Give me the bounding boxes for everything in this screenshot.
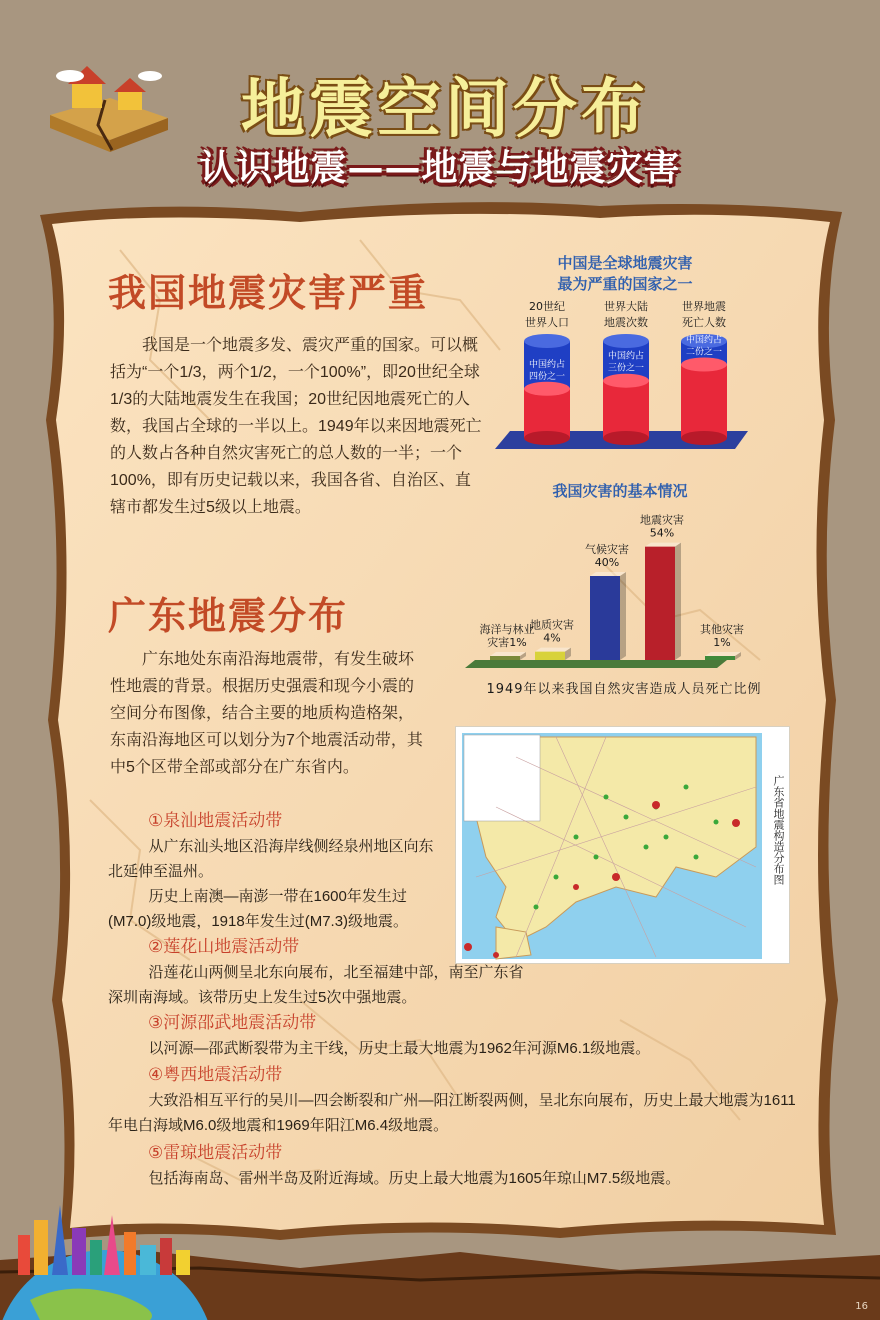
chart2-title: 我国灾害的基本情况	[552, 482, 688, 500]
chart2-caption: 1949年以来我国自然灾害造成人员死亡比例	[486, 682, 762, 697]
chart1-category-label: 地震次数	[604, 316, 648, 329]
chart1-category-label: 死亡人数	[682, 316, 726, 329]
chart1-title-line1: 中国是全球地震灾害	[557, 254, 693, 272]
section2-heading: 广东地震分布	[108, 594, 349, 638]
chart2-bar-top	[535, 648, 571, 652]
chart1-china-bottom	[603, 431, 649, 445]
chart1-china-top	[524, 382, 570, 396]
chart1-title-line2: 最为严重的国家之一	[557, 275, 693, 293]
chart1-china-bottom	[524, 431, 570, 445]
chart2-bar-label: 其他灾害	[700, 623, 744, 636]
chart-global-comparison	[490, 246, 760, 456]
chart2-bar	[535, 652, 565, 660]
guangdong-map	[455, 726, 790, 964]
chart2-bar-label: 地震灾害	[640, 513, 684, 527]
chart2-bar-label: 4%	[543, 631, 561, 645]
zone2-text: 沿莲花山两侧呈北东向展布，北至福建中部，南至广东省深圳南海域。该带历史上发生过5次中强地震。	[108, 964, 524, 1006]
page-number: 16	[855, 1301, 868, 1312]
zone5-text: 包括海南岛、雷州半岛及附近海域。历史上最大地震为1605年琼山M7.5级地震。	[148, 1170, 681, 1187]
chart1-value-label: 中国约占	[607, 351, 645, 362]
chart2-bar-label: 气候灾害	[585, 543, 629, 556]
chart1-china-bar	[603, 381, 649, 438]
section2-paragraph: 广东地处东南沿海地震带，有发生破坏性地震的背景。根据历史强震和现今小震的空间分布图像，结合主要的地质构造格架，东南沿海地区可以划分为7个地震活动带，其中5个区带全部或部分在广东省内。	[110, 651, 423, 776]
chart1-category-label: 世界大陆	[604, 300, 648, 313]
zone4-title: ④粤西地震活动带	[148, 1065, 283, 1085]
zone5-title: ⑤雷琼地震活动带	[148, 1143, 283, 1163]
zone4-text: 大致沿相互平行的吴川—四会断裂和广州—阳江断裂两侧，呈北东向展布，历史上最大地震为1611年电白海域M6.0级地震和1969年阳江M6.4级地震。	[108, 1092, 796, 1134]
chart2-bar-label: 54%	[649, 526, 675, 540]
chart1-value-label: 二份之一	[685, 347, 723, 358]
page-title: 地震空间分布	[241, 73, 649, 147]
chart2-bar-top	[590, 572, 626, 576]
chart2-bar-top	[705, 652, 741, 656]
chart2-bar-label: 地质灾害	[530, 618, 574, 632]
chart1-value-label: 三份之一	[607, 363, 645, 374]
zone3-text: 以河源—邵武断裂带为主干线，历史上最大地震为1962年河源M6.1级地震。	[148, 1040, 651, 1057]
map-vertical-title: 广东省地震构造分布图	[772, 775, 785, 885]
chart2-bar-top	[645, 543, 681, 547]
chart2-bar-label: 40%	[594, 556, 620, 569]
chart1-value-label: 中国约占	[685, 335, 723, 346]
chart1-value-label: 中国约占	[528, 359, 566, 370]
chart2-bar	[490, 656, 520, 660]
chart2-bar-top	[490, 652, 526, 656]
chart1-china-bar	[681, 365, 727, 439]
section1-heading: 我国地震灾害严重	[108, 271, 429, 315]
zone1-text-2: 历史上南澳—南澎一带在1600年发生过(M7.0)级地震，1918年发生过(M7.3)级地震。	[108, 888, 409, 930]
zone1-title: ①泉汕地震活动带	[148, 811, 283, 831]
chart2-bar	[645, 547, 675, 660]
chart2-bar-label: 灾害1%	[487, 636, 527, 649]
section1-paragraph: 我国是一个地震多发、震灾严重的国家。可以概括为“一个1/3，两个1/2，一个100%”，即20世纪全球1/3的大陆地震发生在我国；20世纪因地震死亡的人数，我国占全球的一半以上。1949年以来因地震死亡的人数占各种自然灾害死亡的总人数的一半；一个100%，即有历史记载以来，我国各省、自治区、直辖市都发生过5级以上地震。	[110, 337, 482, 516]
chart2-bar-label: 海洋与林业	[479, 623, 535, 636]
chart1-total-top	[603, 334, 649, 348]
chart1-china-top	[681, 358, 727, 372]
zone1-text-1: 从广东汕头地区沿海岸线侧经泉州地区向东北延伸至温州。	[108, 838, 434, 880]
chart2-bar	[705, 656, 735, 660]
chart2-bar-side	[675, 543, 681, 660]
zone3-title: ③河源邵武地震活动带	[148, 1013, 317, 1033]
chart1-china-bar	[524, 389, 570, 438]
chart2-bar	[590, 576, 620, 660]
chart1-china-top	[603, 374, 649, 388]
chart2-bar-label: 1%	[713, 636, 731, 649]
page-subtitle: 认识地震——地震与地震灾害	[199, 148, 681, 189]
chart2-bar-side	[620, 572, 626, 660]
chart1-total-top	[524, 334, 570, 348]
chart1-category-label: 世界人口	[525, 316, 569, 329]
map-drawing	[456, 727, 791, 965]
chart1-category-label: 20世纪	[529, 300, 565, 313]
chart2-floor	[465, 660, 727, 668]
chart1-china-bottom	[681, 431, 727, 445]
chart1-value-label: 四份之一	[528, 371, 566, 382]
zone2-title: ②莲花山地震活动带	[148, 937, 300, 957]
chart1-category-label: 世界地震	[682, 300, 726, 313]
chart-disaster-ratio	[455, 502, 755, 674]
